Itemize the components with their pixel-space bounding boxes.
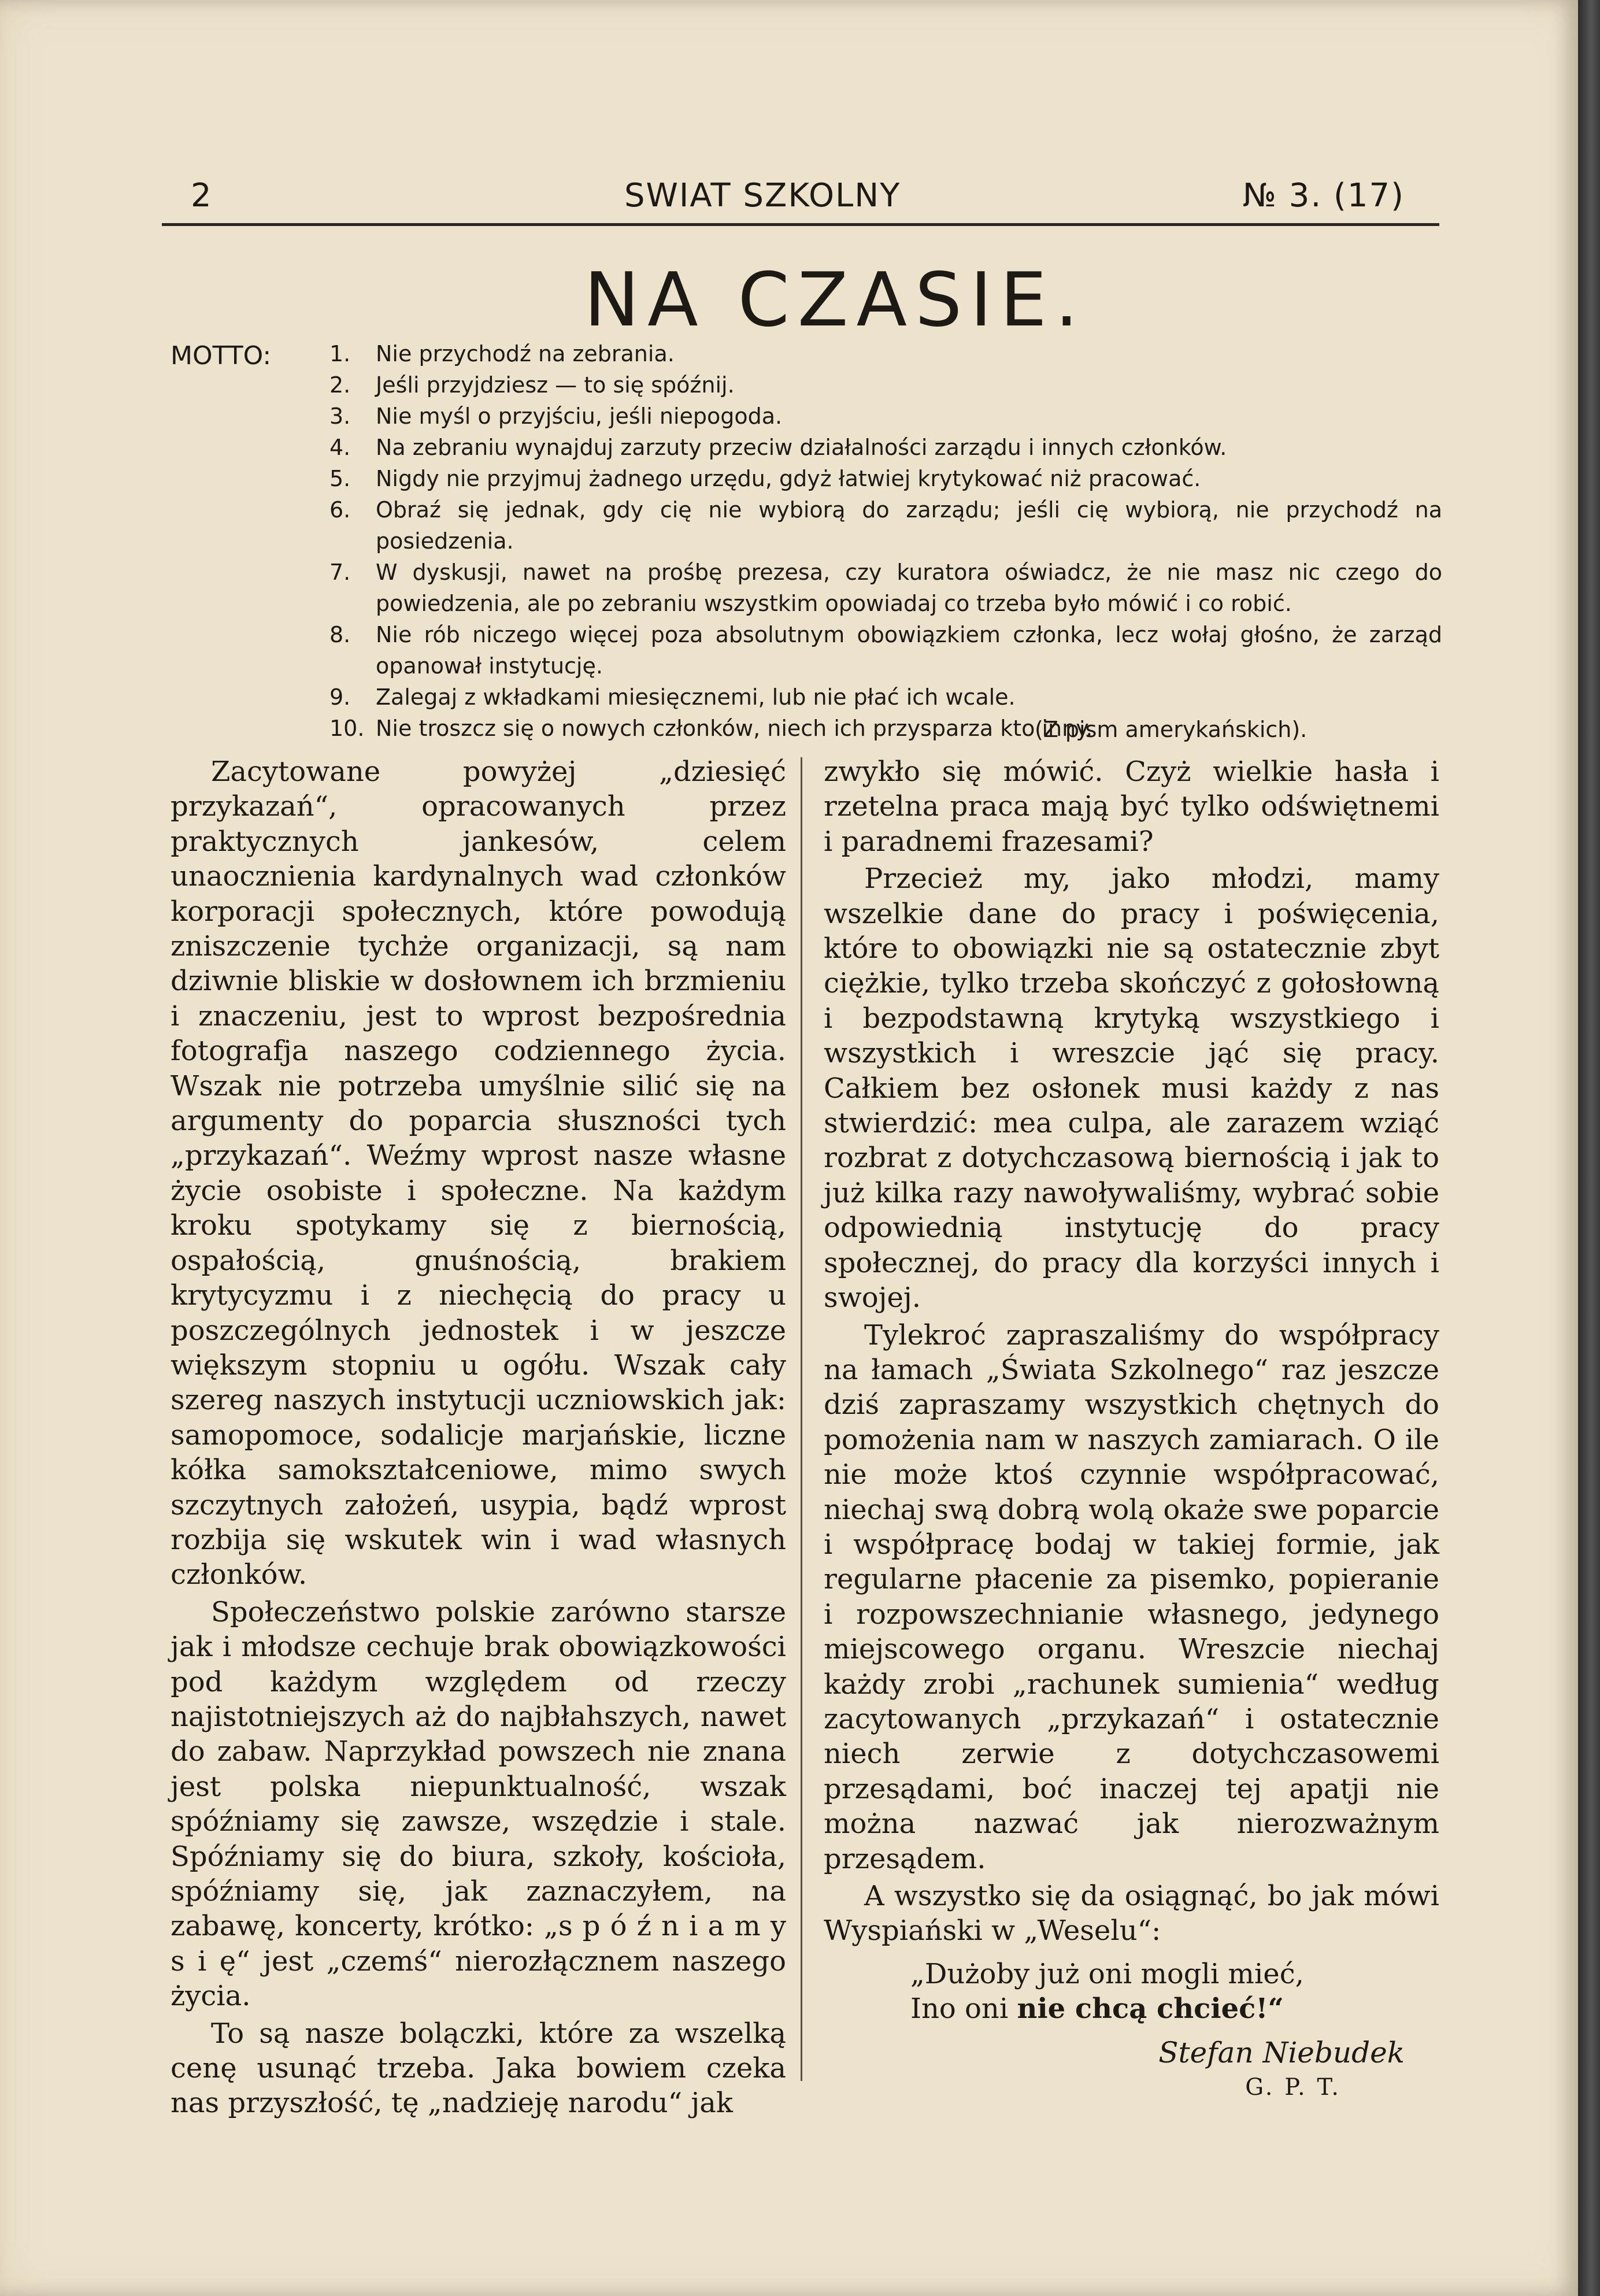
motto-item (329, 557, 1442, 619)
motto-text: Nie troszcz się o nowych członków, niech ich przysparza kto inny. (376, 716, 1093, 741)
quote-line-1: „Dużoby już oni mogli mieć, (910, 1957, 1304, 1990)
paragraph: Zacytowane powyżej „dziesięć przykazań“, opracowanych przez praktycznych jankesów, celem unaocznienia kardynalnych wad członków korporacji społecznych, które powodują zniszczenie tychże organizacji, są nam dziwnie bliskie w dosłownem ich brzmieniu i znaczeniu, jest to wprost bezpośrednia fotografja naszego codziennego życia. Wszak nie potrzeba umyślnie silić się na argumenty do poparcia słuszności tych „przykazań“. Weźmy wprost nasze własne życie osobiste i społeczne. Na każdym kroku spotykamy się z biernością, ospałością, gnuśnością, brakiem krytycyzmu i z niechęcią do pracy u poszczególnych jednostek i w jeszcze większym stopniu u ogółu. Wszak cały szereg naszych instytucji uczniowskich jak: samopomoce, sodalicje marjańskie, liczne kółka samokształceniowe, mimo swych szczytnych założeń, usypia, bądź wprost rozbija się wskutek win i wad własnych członków. (171, 756, 786, 1591)
issue-number: № 3. (17) (1242, 177, 1405, 214)
motto-text: W dyskusji, nawet na prośbę prezesa, czy kuratora oświadcz, że nie masz nic czego do powiedzenia, ale po zebraniu wszystkim opowiadaj co trzeba było mówić i co robić. (376, 560, 1442, 616)
page-number: 2 (191, 177, 212, 214)
motto-text: Nie przychodź na zebrania. (376, 341, 675, 366)
motto-list (329, 338, 1442, 744)
author-signature: Stefan Niebudek (1158, 2035, 1405, 2069)
motto-text: Zalegaj z wkładkami miesięcznemi, lub nie płać ich wcale. (376, 684, 1016, 710)
author-initials: G. P. T. (1245, 2074, 1341, 2101)
journal-title: SWIAT SZKOLNY (624, 177, 901, 214)
motto-text: Obraź się jednak, gdy cię nie wybiorą do zarządu; jeśli cię wybiorą, nie przychodź na posiedzenia. (376, 497, 1442, 554)
motto-number: 5. (329, 466, 351, 491)
motto-item (329, 369, 1442, 401)
left-column (171, 754, 786, 2121)
motto-number: 7. (329, 560, 351, 585)
motto-text: Nigdy nie przyjmuj żadnego urzędu, gdyż łatwiej krytykować niż pracować. (376, 466, 1201, 491)
paragraph: Przecież my, jako młodzi, mamy wszelkie dane do pracy i poświęcenia, które to obowiązki nie są ostatecznie zbyt ciężkie, tylko trzeba skończyć z gołosłowną i bezpodstawną krytyką wszystkiego i wszystkich i wreszcie jąć się pracy. Całkiem bez osłonek musi każdy z nas stwierdzić: mea culpa, ale zarazem wziąć rozbrat z dotychczasową biernością i jak to już kilka razy nawoływaliśmy, wybrać sobie odpowiednią instytucję do pracy społecznej, do pracy dla korzyści innych i swojej. (824, 862, 1439, 1314)
motto-item (329, 463, 1442, 494)
motto-number: 4. (329, 435, 351, 460)
motto-number: 9. (329, 684, 351, 710)
motto-number: 6. (329, 497, 351, 523)
quote-line-2-emphasis: nie chcą chcieć!“ (1017, 1992, 1284, 2025)
column-divider (801, 757, 802, 2081)
paragraph: zwykło się mówić. Czyż wielkie hasła i rzetelna praca mają być tylko odświętnemi i paradnemi frazesami? (824, 756, 1439, 858)
quote-line-2 (910, 1991, 1439, 2026)
motto-text: Na zebraniu wynajduj zarzuty przeciw działalności zarządu i innych członków. (376, 435, 1227, 460)
motto-text: Nie myśl o przyjściu, jeśli niepogoda. (376, 403, 783, 429)
motto-item (329, 619, 1442, 682)
motto-label: MOTTO: (171, 341, 272, 371)
motto-item (329, 494, 1442, 557)
paragraph: Społeczeństwo polskie zarówno starsze jak i młodsze cechuje brak obowiązkowości pod każdym względem od rzeczy najistotniejszych aż do najbłahszych, nawet do zabaw. Naprzykład powszech nie znana jest polska niepunktualność, wszak spóźniamy się zawsze, wszędzie i stale. Spóźniamy się do biura, szkoły, kościoła, spóźniamy się, jak zaznaczyłem, na zabawę, koncerty, krótko: „s p ó ź n i a m y s i ę“ jest „czemś“ nierozłącznem naszego życia. (171, 1595, 786, 2013)
article-title: NA CZASIE. (584, 257, 1087, 343)
motto-item (329, 338, 1442, 369)
motto-number: 10. (329, 716, 365, 741)
motto-item (329, 682, 1442, 713)
motto-number: 3. (329, 403, 351, 429)
paragraph: A wszystko się da osiągnąć, bo jak mówi Wyspiański w „Weselu“: (824, 1880, 1439, 1947)
running-header (162, 173, 1439, 226)
motto-number: 8. (329, 622, 351, 647)
quote-line-2-prefix: Ino oni (910, 1992, 1017, 2025)
motto-text: Nie rób niczego więcej poza absolutnym obowiązkiem członka, lecz wołaj głośno, że zarząd opanował instytucję. (376, 622, 1442, 679)
motto-text: Jeśli przyjdziesz — to się spóźnij. (376, 372, 735, 398)
right-column (824, 754, 1439, 2105)
motto-source: (Z pism amerykańskich). (1035, 717, 1308, 742)
paragraph: To są nasze bolączki, które za wszelką cenę usunąć trzeba. Jaka bowiem czeka nas przyszłość, tę „nadzieję narodu“ jak (171, 2017, 786, 2120)
paragraph: Tylekroć zapraszaliśmy do współpracy na łamach „Świata Szkolnego“ raz jeszcze dziś zapraszamy wszystkich chętnych do pomożenia nam w naszych zamiarach. O ile nie może ktoś czynnie współpracować, niechaj swą dobrą wolą okaże swe poparcie i współpracę bodaj w takiej formie, jak regularne płacenie za pisemko, popieranie i rozpowszechnianie własnego, jedynego miejscowego organu. Wreszcie niechaj każdy zrobi „rachunek sumienia“ według zacytowanych „przykazań“ i ostatecznie niech zerwie z dotychczasowemi przesądami, boć inaczej tej apatji nie można nazwać jak nierozważnym przesądem. (824, 1319, 1439, 1875)
motto-number: 2. (329, 372, 351, 398)
wyspianski-quote (824, 1957, 1439, 2026)
motto-item (329, 432, 1442, 463)
binding-edge (1578, 0, 1600, 2296)
motto-item (329, 401, 1442, 432)
motto-number: 1. (329, 341, 351, 366)
